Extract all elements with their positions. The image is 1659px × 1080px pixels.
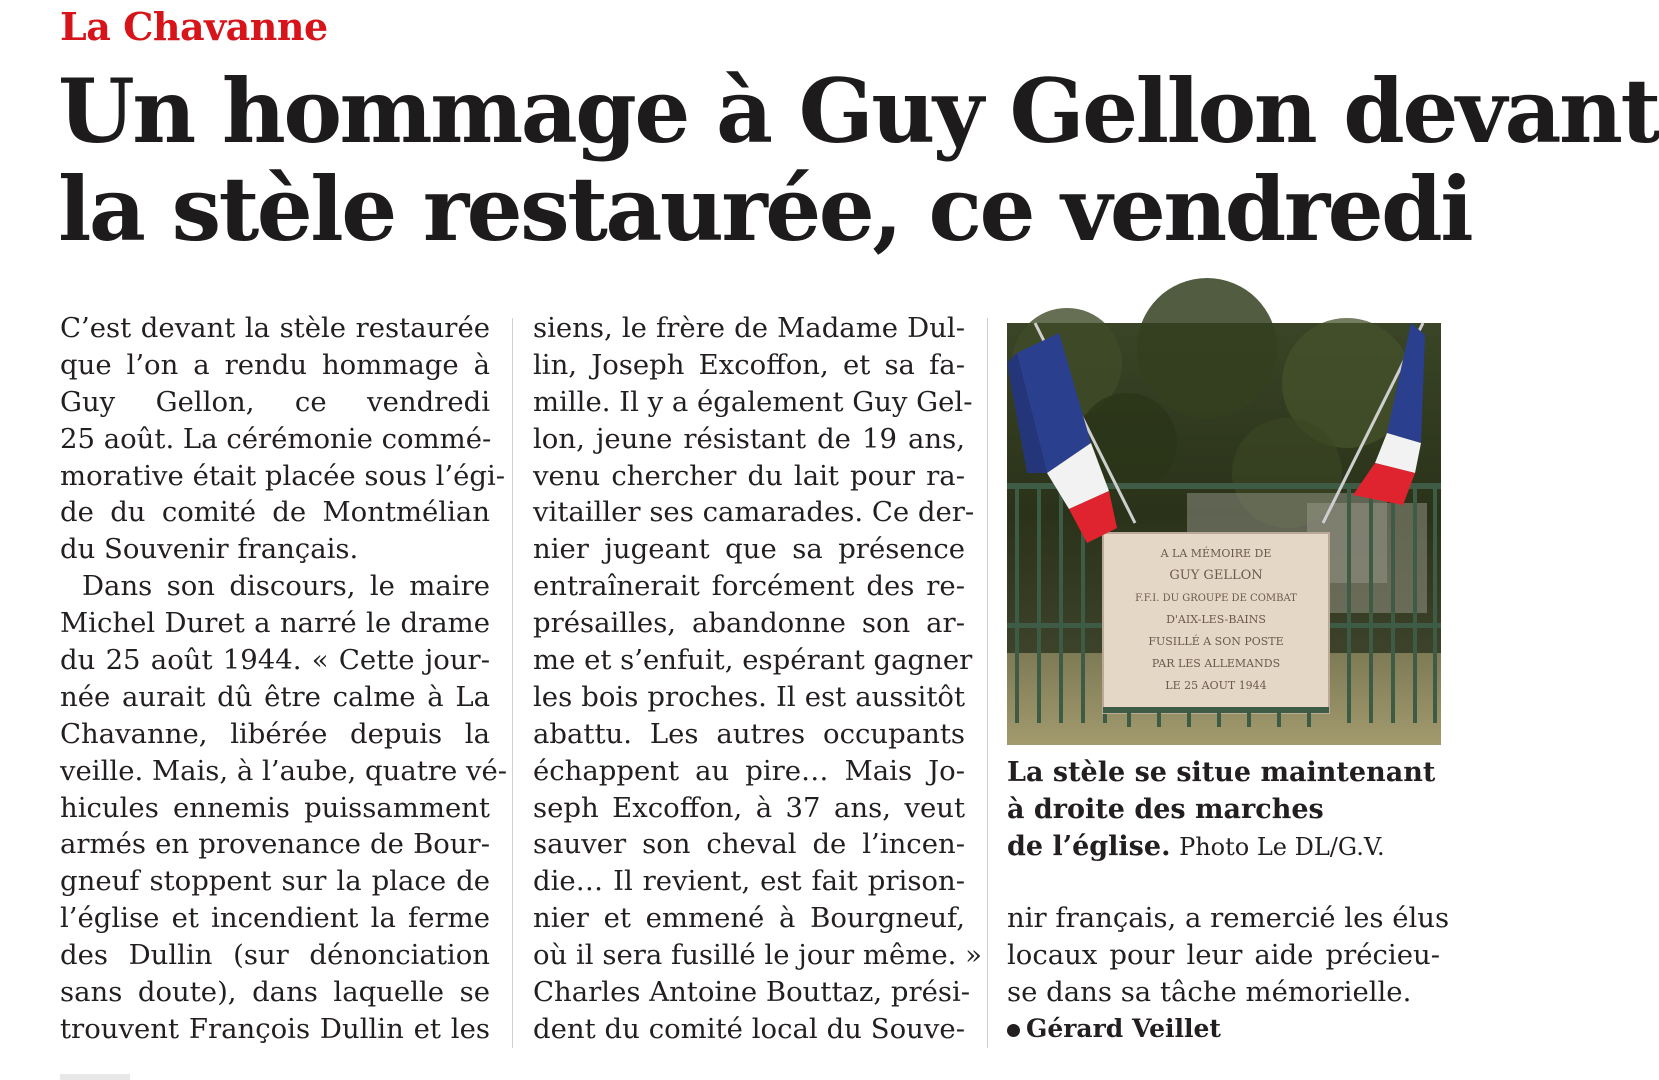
article-column-2 [533,310,982,1048]
text-line: lin, Joseph Excoffon, et sa fa- [533,348,965,381]
text-line: Charles Antoine Bouttaz, prési- [533,976,971,1009]
text-line: des Dullin (sur dénonciation [60,939,490,972]
text-line: du 25 août 1944. « Cette jour- [60,644,490,677]
section-kicker: La Chavanne [60,4,328,49]
text-line: C’est devant la stèle restaurée [60,312,490,344]
text-line: nier et emmené à Bourgneuf, [533,902,965,935]
text-line: du Souvenir français. [60,533,359,566]
plaque-line: LE 25 AOUT 1944 [1165,679,1267,692]
text-line: nir français, a remercié les élus [1007,902,1450,934]
text-line: Chavanne, libérée depuis la [60,717,490,750]
plaque-line: PAR LES ALLEMANDS [1151,657,1281,670]
article-column-1 [60,310,508,1048]
article-headline [58,59,1659,261]
text-line: sauver son cheval de l’incen- [533,828,965,861]
text-line: die… Il revient, est fait prison- [533,865,965,898]
text-line: lon, jeune résistant de 19 ans, [533,422,965,455]
text-line: siens, le frère de Madame Dul- [533,312,965,344]
text-line: abattu. Les autres occupants [533,717,965,750]
text-line: l’église et incendient la ferme [60,902,490,935]
text-line: sans doute), dans laquelle se [60,976,490,1009]
text-line: née aurait dû être calme à La [60,680,490,713]
text-line: vitailler ses camarades. Ce der- [533,496,975,529]
article-column-3 [1007,900,1450,1011]
plaque-line: D'AIX-LES-BAINS [1166,613,1266,626]
text-line: présailles, abandonne son ar- [533,607,965,640]
text-line: se dans sa tâche mémorielle. [1007,975,1412,1008]
text-line: gneuf stoppent sur la place de [60,865,490,898]
text-line: les bois proches. Il est aussitôt [533,680,965,713]
text-line: locaux pour leur aide précieu- [1007,938,1440,971]
column-divider [987,318,988,1048]
text-line: morative était placée sous l’égi- [60,459,506,492]
text-line: venu chercher du lait pour ra- [533,459,965,492]
text-line: de du comité de Montmélian [60,496,490,529]
text-line: nier jugeant que sa présence [533,533,965,566]
text-line: Guy Gellon, ce vendredi [60,385,490,418]
text-line: mille. Il y a également Guy Gel- [533,385,973,418]
text-line: me et s’enfuit, espérant gagner [533,644,973,677]
photo-credit: Photo Le DL/G.V. [1179,833,1385,861]
text-line: armés en provenance de Bour- [60,828,490,861]
caption-line: La stèle se situe maintenant [1007,757,1436,788]
page-footer-mark [60,1074,130,1080]
plaque-line: F.F.I. DU GROUPE DE COMBAT [1135,593,1297,604]
text-line: seph Excoffon, à 37 ans, veut [533,791,965,824]
plaque-line: GUY GELLON [1169,568,1263,583]
caption-line: de l’église. [1007,831,1171,862]
text-line: que l’on a rendu hommage à [60,348,490,381]
text-line: dent du comité local du Souve- [533,1012,965,1045]
plaque-line: A LA MÉMOIRE DE [1160,547,1272,560]
text-line: 25 août. La cérémonie commé- [60,422,492,455]
headline-line-2: la stèle restaurée, ce vendredi [58,157,1472,261]
bullet-icon [1007,1024,1020,1037]
author-signature [1007,1014,1221,1043]
text-line: veille. Mais, à l’aube, quatre vé- [60,754,508,787]
headline-line-1: Un hommage à Guy Gellon devant [58,59,1659,163]
text-line: Dans son discours, le maire [82,570,490,603]
text-line: trouvent François Dullin et les [60,1012,490,1045]
text-line: entraînerait forcément des re- [533,570,965,603]
plaque-line: FUSILLÉ A SON POSTE [1148,635,1284,648]
text-line: hicules ennemis puissamment [60,791,490,824]
caption-line: à droite des marches [1007,794,1324,825]
author-name: Gérard Veillet [1026,1014,1221,1043]
text-line: où il sera fusillé le jour même. » [533,939,982,972]
column-divider [512,318,513,1048]
stele-photo [1007,323,1441,745]
text-line: Michel Duret a narré le drame [60,607,490,640]
text-line: échappent au pire… Mais Jo- [533,754,965,787]
photo-caption [1007,754,1447,866]
